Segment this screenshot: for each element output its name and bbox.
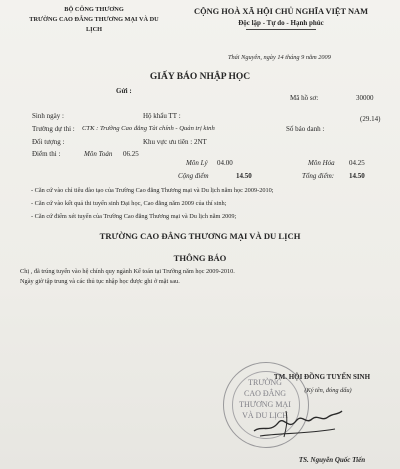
issue-date: Thái Nguyên, ngày 14 tháng 9 năm 2009 (228, 54, 331, 61)
basis-line-3: - Căn cứ điểm xét tuyển của Trường Cao đẳng Thương mại và Du lịch năm 2009; (31, 213, 237, 220)
ministry-name: BỘ CÔNG THƯƠNG (64, 6, 124, 13)
sum-label: Cộng điểm (178, 172, 209, 180)
handwritten-signature (250, 403, 345, 443)
priority-area: Khu vực ưu tiên : 2NT (143, 138, 207, 146)
school-name-line2: LỊCH (85, 26, 103, 33)
council-title: TM. HỘI ĐỒNG TUYỂN SINH (273, 373, 371, 381)
exam-school-value: CTK : Trường Cao đẳng Tài chính - Quản trị kinh (82, 125, 215, 132)
scores-label: Điểm thi : (32, 150, 61, 158)
category-label: Đối tượng : (32, 138, 65, 146)
notice-line-1: Chị , đã trúng tuyển vào hệ chính quy ngành Kế toán tại Trường năm học 2009-2010. (20, 268, 235, 275)
math-label: Môn Toán (84, 150, 113, 158)
record-value: 30000 (356, 94, 374, 102)
basis-line-1: - Căn cứ vào chỉ tiêu đào tạo của Trường Cao đẳng Thương mại và Du lịch năm học 2009-2010; (31, 187, 274, 194)
math-score: 06.25 (123, 150, 139, 158)
motto-underline (246, 29, 316, 30)
notice-title: THÔNG BÁO (173, 253, 227, 263)
total-value: 14.50 (349, 172, 365, 180)
seal-text-2: CAO ĐẲNG (244, 389, 286, 398)
chemistry-label: Môn Hóa (308, 159, 335, 167)
exam-number-label: Số báo danh : (286, 125, 325, 133)
seal-text-3: THƯƠNG MẠI (239, 400, 291, 409)
household-label: Hộ khẩu TT : (143, 112, 181, 120)
notice-line-2: Ngày giờ tập trung và các thủ tục nhập học được ghi ở mặt sau. (20, 278, 180, 285)
physics-score: 04.00 (217, 159, 233, 167)
sum-value: 14.50 (236, 172, 252, 180)
birth-date-label: Sinh ngày : (32, 112, 64, 120)
basis-line-2: - Căn cứ vào kết quả thi tuyển sinh Đại học, Cao đẳng năm 2009 của thí sinh; (31, 200, 227, 207)
record-label: Mã hồ sơ: (290, 94, 319, 102)
sign-note: (Ký tên, đóng dấu) (304, 387, 352, 394)
signer-name: TS. Nguyễn Quốc Tiến (298, 456, 366, 464)
seal-text-4: VÀ DU LỊCH (242, 411, 288, 420)
nation-motto: Độc lập - Tự do - Hạnh phúc (238, 19, 324, 27)
document-title: GIẤY BÁO NHẬP HỌC (149, 72, 251, 82)
total-bracket: (29.14) (360, 115, 381, 123)
exam-school-label: Trường dự thi : (32, 125, 75, 133)
total-label: Tổng điểm: (302, 172, 335, 180)
school-name-line1: TRƯỜNG CAO ĐẲNG THƯƠNG MẠI VÀ DU (29, 16, 159, 23)
nation-title: CỘNG HOÀ XÃ HỘI CHỦ NGHĨA VIỆT NAM (194, 7, 368, 16)
chemistry-score: 04.25 (349, 159, 365, 167)
physics-label: Môn Lý (186, 159, 208, 167)
school-heading: TRƯỜNG CAO ĐẲNG THƯƠNG MẠI VÀ DU LỊCH (99, 231, 301, 241)
seal-text-1: TRƯỜNG (248, 378, 282, 387)
recipient-label: Gửi : (116, 87, 132, 95)
